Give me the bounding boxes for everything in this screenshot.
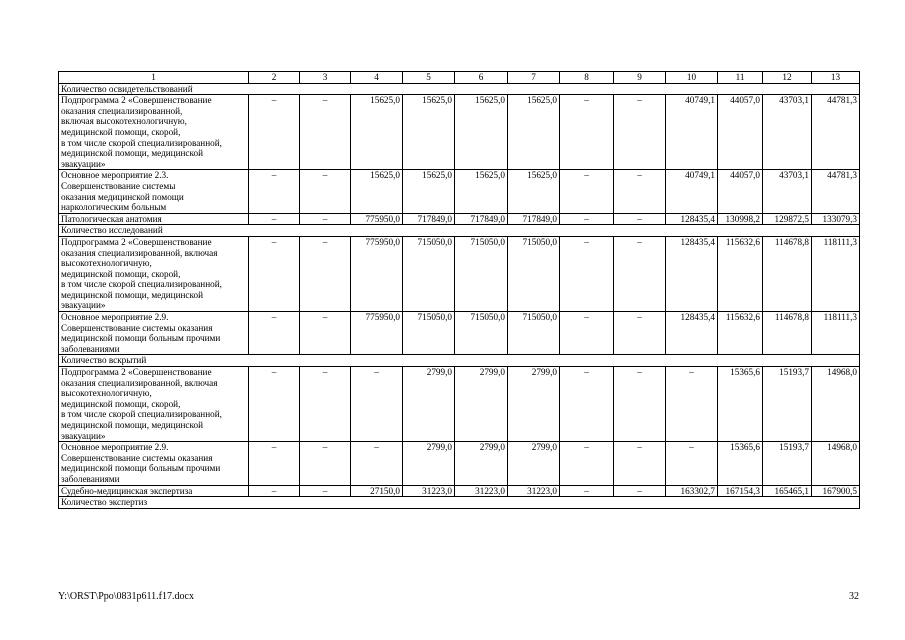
- value-cell: –: [614, 485, 666, 497]
- value-cell: 118111,3: [812, 236, 860, 311]
- value-cell: 31223,0: [455, 485, 508, 497]
- value-cell: 715050,0: [508, 236, 560, 311]
- value-cell: –: [666, 367, 718, 442]
- value-cell: 15625,0: [455, 95, 508, 170]
- table-row: [59, 236, 860, 311]
- value-cell: –: [614, 442, 666, 485]
- row-name-cell: Подпрограмма 2 «Совершенствование оказания специализированной, включая высокотехнологичную, медицинской помощи, скорой, в том числе скорой специализированной, медицинской помощи, медицинской эвакуации»: [59, 95, 249, 170]
- value-cell: 717849,0: [508, 213, 560, 225]
- value-cell: 15365,6: [718, 442, 763, 485]
- value-cell: 128435,4: [666, 312, 718, 355]
- value-cell: 715050,0: [403, 312, 455, 355]
- value-cell: 43703,1: [763, 170, 812, 213]
- column-number-cell: 4: [351, 72, 403, 84]
- value-cell: 43703,1: [763, 95, 812, 170]
- value-cell: –: [300, 442, 351, 485]
- value-cell: –: [614, 170, 666, 213]
- column-number-cell: 7: [508, 72, 560, 84]
- value-cell: 775950,0: [351, 312, 403, 355]
- row-name-cell: Основное мероприятие 2.9. Совершенствование системы оказания медицинской помощи больным прочими заболеваниями: [59, 312, 249, 355]
- value-cell: 2799,0: [508, 367, 560, 442]
- column-number-cell: 9: [614, 72, 666, 84]
- value-cell: –: [666, 442, 718, 485]
- value-cell: 114678,8: [763, 312, 812, 355]
- value-cell: –: [614, 236, 666, 311]
- value-cell: 31223,0: [508, 485, 560, 497]
- value-cell: 115632,6: [718, 312, 763, 355]
- row-name-cell: Основное мероприятие 2.9. Совершенствование системы оказания медицинской помощи больным прочими заболеваниями: [59, 442, 249, 485]
- value-cell: 165465,1: [763, 485, 812, 497]
- section-row: [59, 83, 860, 95]
- column-number-cell: 3: [300, 72, 351, 84]
- value-cell: 2799,0: [455, 367, 508, 442]
- value-cell: 715050,0: [403, 236, 455, 311]
- row-name-cell: Основное мероприятие 2.3. Совершенствование системы оказания медицинской помощи наркологическим больным: [59, 170, 249, 213]
- value-cell: 2799,0: [455, 442, 508, 485]
- value-cell: –: [614, 213, 666, 225]
- value-cell: 15625,0: [455, 170, 508, 213]
- column-number-cell: 12: [763, 72, 812, 84]
- value-cell: 44057,0: [718, 170, 763, 213]
- column-number-row: [59, 72, 860, 84]
- value-cell: –: [351, 367, 403, 442]
- value-cell: 40749,1: [666, 170, 718, 213]
- value-cell: 128435,4: [666, 213, 718, 225]
- value-cell: 775950,0: [351, 236, 403, 311]
- value-cell: 27150,0: [351, 485, 403, 497]
- page-number: 32: [849, 591, 859, 602]
- column-number-cell: 2: [249, 72, 300, 84]
- value-cell: –: [249, 170, 300, 213]
- value-cell: –: [300, 485, 351, 497]
- value-cell: 115632,6: [718, 236, 763, 311]
- column-number-cell: 5: [403, 72, 455, 84]
- value-cell: 15193,7: [763, 442, 812, 485]
- table-row: [59, 312, 860, 355]
- row-name-cell: Судебно-медицинская экспертиза: [59, 485, 249, 497]
- value-cell: 129872,5: [763, 213, 812, 225]
- value-cell: –: [614, 312, 666, 355]
- section-row: [59, 497, 860, 509]
- value-cell: –: [560, 367, 614, 442]
- value-cell: –: [249, 485, 300, 497]
- value-cell: –: [351, 442, 403, 485]
- value-cell: 133079,3: [812, 213, 860, 225]
- value-cell: 44781,3: [812, 95, 860, 170]
- value-cell: 775950,0: [351, 213, 403, 225]
- column-number-cell: 6: [455, 72, 508, 84]
- value-cell: 44057,0: [718, 95, 763, 170]
- table-row: [59, 95, 860, 170]
- value-cell: 715050,0: [455, 312, 508, 355]
- value-cell: –: [249, 95, 300, 170]
- value-cell: –: [249, 213, 300, 225]
- value-cell: 2799,0: [403, 367, 455, 442]
- value-cell: –: [249, 367, 300, 442]
- value-cell: 15625,0: [403, 170, 455, 213]
- value-cell: 2799,0: [508, 442, 560, 485]
- column-number-cell: 13: [812, 72, 860, 84]
- value-cell: 717849,0: [455, 213, 508, 225]
- value-cell: 167900,5: [812, 485, 860, 497]
- value-cell: 163302,7: [666, 485, 718, 497]
- column-number-cell: 8: [560, 72, 614, 84]
- row-name-cell: Подпрограмма 2 «Совершенствование оказания специализированной, включая высокотехнологичную, медицинской помощи, скорой, в том числе скорой специализированной, медицинской помощи, медицинской эвакуации»: [59, 236, 249, 311]
- value-cell: 40749,1: [666, 95, 718, 170]
- value-cell: 130998,2: [718, 213, 763, 225]
- value-cell: 15625,0: [508, 170, 560, 213]
- value-cell: –: [560, 312, 614, 355]
- value-cell: 118111,3: [812, 312, 860, 355]
- data-table: [58, 71, 860, 509]
- table-row: [59, 170, 860, 213]
- value-cell: –: [560, 213, 614, 225]
- value-cell: 717849,0: [403, 213, 455, 225]
- value-cell: 15625,0: [508, 95, 560, 170]
- value-cell: 715050,0: [508, 312, 560, 355]
- value-cell: 31223,0: [403, 485, 455, 497]
- value-cell: –: [300, 367, 351, 442]
- value-cell: –: [300, 213, 351, 225]
- value-cell: 14968,0: [812, 367, 860, 442]
- table-row: [59, 367, 860, 442]
- value-cell: –: [300, 95, 351, 170]
- value-cell: 715050,0: [455, 236, 508, 311]
- value-cell: –: [560, 442, 614, 485]
- value-cell: –: [300, 236, 351, 311]
- value-cell: –: [249, 236, 300, 311]
- column-number-cell: 11: [718, 72, 763, 84]
- section-label: Количество вскрытий: [59, 355, 860, 367]
- value-cell: –: [614, 95, 666, 170]
- value-cell: 128435,4: [666, 236, 718, 311]
- value-cell: 2799,0: [403, 442, 455, 485]
- value-cell: –: [560, 95, 614, 170]
- value-cell: 167154,3: [718, 485, 763, 497]
- value-cell: 114678,8: [763, 236, 812, 311]
- column-number-cell: 1: [59, 72, 249, 84]
- column-number-cell: 10: [666, 72, 718, 84]
- value-cell: 44781,3: [812, 170, 860, 213]
- value-cell: 15365,6: [718, 367, 763, 442]
- value-cell: –: [300, 312, 351, 355]
- table-row: [59, 213, 860, 225]
- value-cell: 15625,0: [351, 170, 403, 213]
- value-cell: 15625,0: [351, 95, 403, 170]
- value-cell: –: [560, 485, 614, 497]
- value-cell: –: [249, 312, 300, 355]
- section-label: Количество исследований: [59, 225, 860, 237]
- row-name-cell: Подпрограмма 2 «Совершенствование оказания специализированной, включая высокотехнологичную, медицинской помощи, скорой, в том числе скорой специализированной, медицинской помощи, медицинской эвакуации»: [59, 367, 249, 442]
- table-row: [59, 485, 860, 497]
- section-row: [59, 225, 860, 237]
- value-cell: 14968,0: [812, 442, 860, 485]
- table-body: [59, 72, 860, 509]
- value-cell: –: [560, 170, 614, 213]
- footer-file-path: Y:\ORST\Ppo\0831p611.f17.docx: [58, 591, 194, 602]
- table-row: [59, 442, 860, 485]
- value-cell: 15193,7: [763, 367, 812, 442]
- value-cell: –: [560, 236, 614, 311]
- section-label: Количество освидетельствований: [59, 83, 860, 95]
- value-cell: –: [614, 367, 666, 442]
- section-row: [59, 355, 860, 367]
- value-cell: –: [300, 170, 351, 213]
- value-cell: 15625,0: [403, 95, 455, 170]
- value-cell: –: [249, 442, 300, 485]
- section-label: Количество экспертиз: [59, 497, 860, 509]
- row-name-cell: Патологическая анатомия: [59, 213, 249, 225]
